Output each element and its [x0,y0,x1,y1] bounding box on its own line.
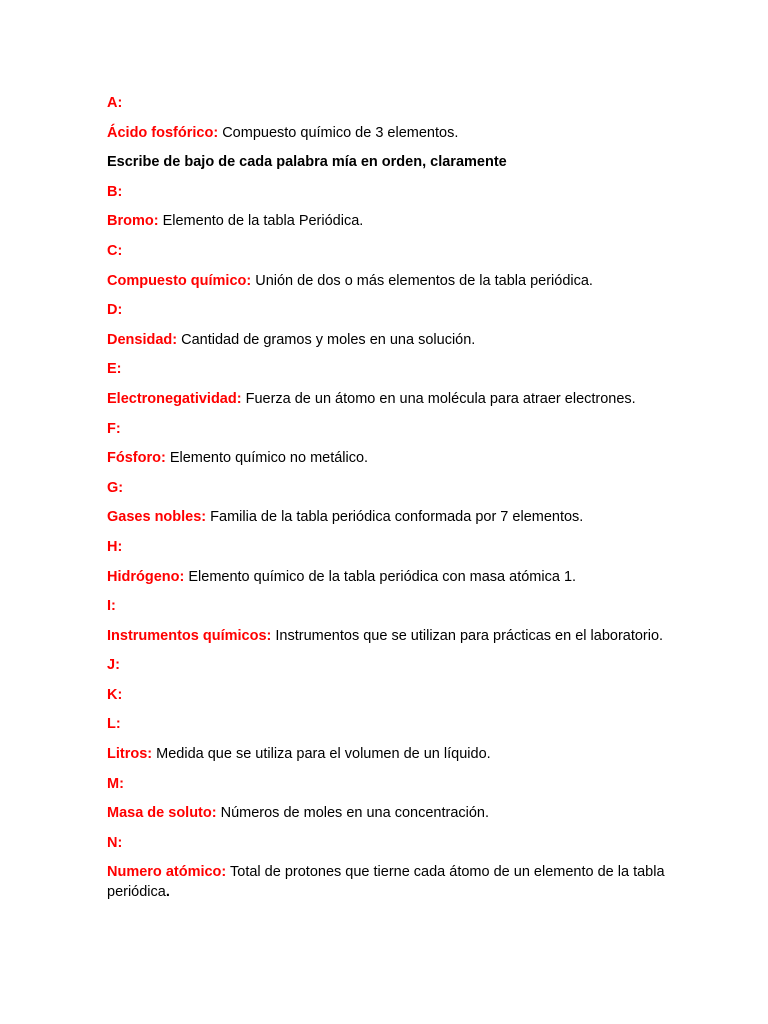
section-letter-heading [107,478,667,498]
instruction-text: Escribe de bajo de cada palabra mía en orden, claramente [107,154,507,171]
glossary-definition: Familia de la tabla periódica conformada por 7 elementos. [206,509,584,526]
glossary-entry [107,507,667,527]
letter-label: L: [107,716,121,733]
letter-label: J: [107,657,120,674]
letter-label: C: [107,242,123,259]
glossary-term: Densidad: [107,331,178,348]
section-letter-heading [107,537,667,557]
glossary-definition: Unión de dos o más elementos de la tabla periódica. [251,272,593,289]
letter-label: N: [107,834,123,851]
glossary-entry [107,389,667,409]
letter-label: H: [107,538,123,555]
glossary-term: Fósforo: [107,450,166,467]
glossary-entry [107,803,667,823]
glossary-definition: Cantidad de gramos y moles en una solución. [177,331,476,348]
section-letter-heading [107,300,667,320]
section-letter-heading [107,833,667,853]
glossary-term: Hidrógeno: [107,568,185,585]
glossary-definition: Instrumentos que se utilizan para prácticas en el laboratorio. [271,627,664,644]
letter-label: B: [107,183,123,200]
letter-label: I: [107,598,116,615]
glossary-definition: Fuerza de un átomo en una molécula para atraer electrones. [241,390,636,407]
letter-label: D: [107,302,123,319]
glossary-term: Compuesto químico: [107,272,252,289]
glossary-entry [107,330,667,350]
section-letter-heading [107,93,667,113]
glossary-entry [107,862,667,902]
glossary-term: Masa de soluto: [107,805,217,822]
instruction-note [107,152,667,172]
letter-label: G: [107,479,124,496]
letter-label: F: [107,420,121,437]
letter-label: A: [107,95,123,111]
letter-label: M: [107,775,124,792]
glossary-content [107,93,667,912]
letter-label: K: [107,686,123,703]
section-letter-heading [107,241,667,261]
glossary-entry [107,211,667,231]
glossary-term: Ácido fosfórico: [107,124,219,141]
glossary-term: Bromo: [107,213,159,230]
section-letter-heading [107,359,667,379]
section-letter-heading [107,419,667,439]
section-letter-heading [107,714,667,734]
section-letter-heading [107,655,667,675]
section-letter-heading [107,685,667,705]
glossary-definition: Medida que se utiliza para el volumen de un líquido. [152,746,491,763]
glossary-term: Instrumentos químicos: [107,627,272,644]
glossary-term: Numero atómico: [107,864,227,881]
glossary-entry [107,626,667,646]
letter-label: E: [107,361,122,378]
glossary-entry [107,123,667,143]
glossary-entry [107,744,667,764]
section-letter-heading [107,182,667,202]
glossary-definition: Compuesto químico de 3 elementos. [218,124,459,141]
section-letter-heading [107,774,667,794]
glossary-definition: Elemento químico de la tabla periódica con masa atómica 1. [184,568,577,585]
glossary-entry [107,271,667,291]
glossary-definition: Elemento de la tabla Periódica. [158,213,364,230]
glossary-term: Litros: [107,746,153,763]
glossary-definition: Elemento químico no metálico. [165,450,369,467]
glossary-entry [107,448,667,468]
definition-ending-punctuation: . [165,884,170,901]
glossary-entry [107,567,667,587]
section-letter-heading [107,596,667,616]
glossary-term: Electronegatividad: [107,390,242,407]
glossary-definition: Números de moles en una concentración. [216,805,490,822]
glossary-term: Gases nobles: [107,509,207,526]
glossary-definition: Total de protones que tierne cada átomo de un elemento de la tabla periódica [107,864,665,901]
